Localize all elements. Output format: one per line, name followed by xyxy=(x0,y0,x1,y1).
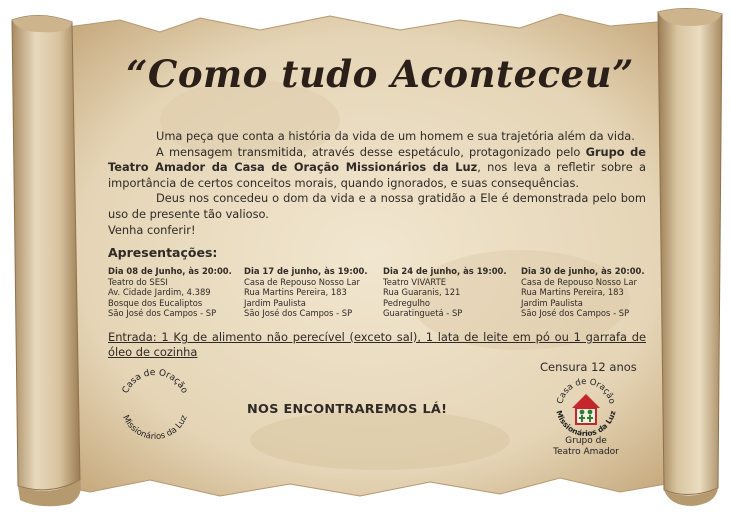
entrance-info: Entrada: 1 Kg de alimento não perecível (exceto sal), 1 lata de leite em pó ou 1 garrafa de óleo de cozinha xyxy=(108,330,646,360)
paragraph-2-end: , nos leva a refletir sobre a importância de certos conceitos morais, quando ignorados, e suas consequências. xyxy=(108,160,646,190)
presentation-date: Dia 24 de junho, às 19:00. xyxy=(383,266,507,276)
group-name: Grupo de Teatro Amador da Casa de Oração Missionários da Luz xyxy=(108,144,646,175)
presentations-title: Apresentações: xyxy=(108,245,218,260)
presentation-venue: Casa de Repouso Nosso Lar xyxy=(244,276,360,287)
presentation-venue: Teatro VIVARTE xyxy=(383,276,447,287)
presentation-date: Dia 30 de junho, às 20:00. xyxy=(521,266,645,276)
presentation-city: São José dos Campos - SP xyxy=(244,308,353,319)
presentation-district: Jardim Paulista xyxy=(521,297,583,308)
presentation-address: Rua Guaranis, 121 xyxy=(383,287,461,298)
page-title: “Como tudo Aconteceu” xyxy=(126,52,634,96)
presentation-date: Dia 17 de junho, às 19:00. xyxy=(244,266,368,276)
svg-text:Casa de Oração xyxy=(121,368,190,396)
group-label xyxy=(540,436,632,458)
group-line-1: Grupo de xyxy=(565,436,607,446)
logo-top-text: Casa de Oração xyxy=(555,376,617,406)
logo-top-text: Casa de Oração xyxy=(120,367,190,396)
age-rating: Censura 12 anos xyxy=(540,360,637,374)
house-icon xyxy=(572,394,600,424)
presentation-city: São José dos Campos - SP xyxy=(521,308,630,319)
svg-text:Missionários da Luz xyxy=(120,413,190,442)
presentation-4 xyxy=(521,266,645,319)
presentation-venue: Teatro do SESI xyxy=(108,276,168,287)
logo-bottom-text: Missionários da Luz xyxy=(554,409,618,439)
presentation-address: Rua Martins Pereira, 183 xyxy=(244,287,347,298)
paragraph-1: Uma peça que conta a história da vida de um homem e sua trajetória além da vida. xyxy=(156,129,635,143)
presentation-address: Av. Cidade Jardim, 4.389 xyxy=(108,287,211,298)
presentation-1 xyxy=(108,266,232,319)
paragraph-2 xyxy=(108,145,646,192)
presentation-venue: Casa de Repouso Nosso Lar xyxy=(521,276,637,287)
presentation-address: Rua Martins Pereira, 183 xyxy=(521,287,624,298)
presentation-district: Pedregulho xyxy=(383,297,431,308)
presentation-city: São José dos Campos - SP xyxy=(108,308,217,319)
logo-bottom-text: Missionários da Luz xyxy=(120,413,190,443)
paragraph-4: Venha conferir! xyxy=(108,222,196,237)
presentation-2 xyxy=(244,266,368,319)
presentation-3 xyxy=(383,266,507,319)
group-line-2: Teatro Amador xyxy=(553,447,619,457)
closing-message: NOS ENCONTRAREMOS LÁ! xyxy=(247,402,448,417)
presentation-district: Jardim Paulista xyxy=(244,297,306,308)
description xyxy=(108,129,646,238)
casa-oracao-logo xyxy=(113,363,197,447)
paragraph-3: Deus nos concedeu o dom da vida e a nossa gratidão a Ele é demonstrada pelo bom uso de presente tão valioso. xyxy=(108,191,646,221)
presentation-district: Bosque dos Eucaliptos xyxy=(108,297,203,308)
presentation-city: Guaratinguetá - SP xyxy=(383,308,463,319)
presentation-date: Dia 08 de Junho, às 20:00. xyxy=(108,266,232,276)
paragraph-2-start: A mensagem transmitida, através desse espetáculo, protagonizado pelo xyxy=(156,144,586,159)
